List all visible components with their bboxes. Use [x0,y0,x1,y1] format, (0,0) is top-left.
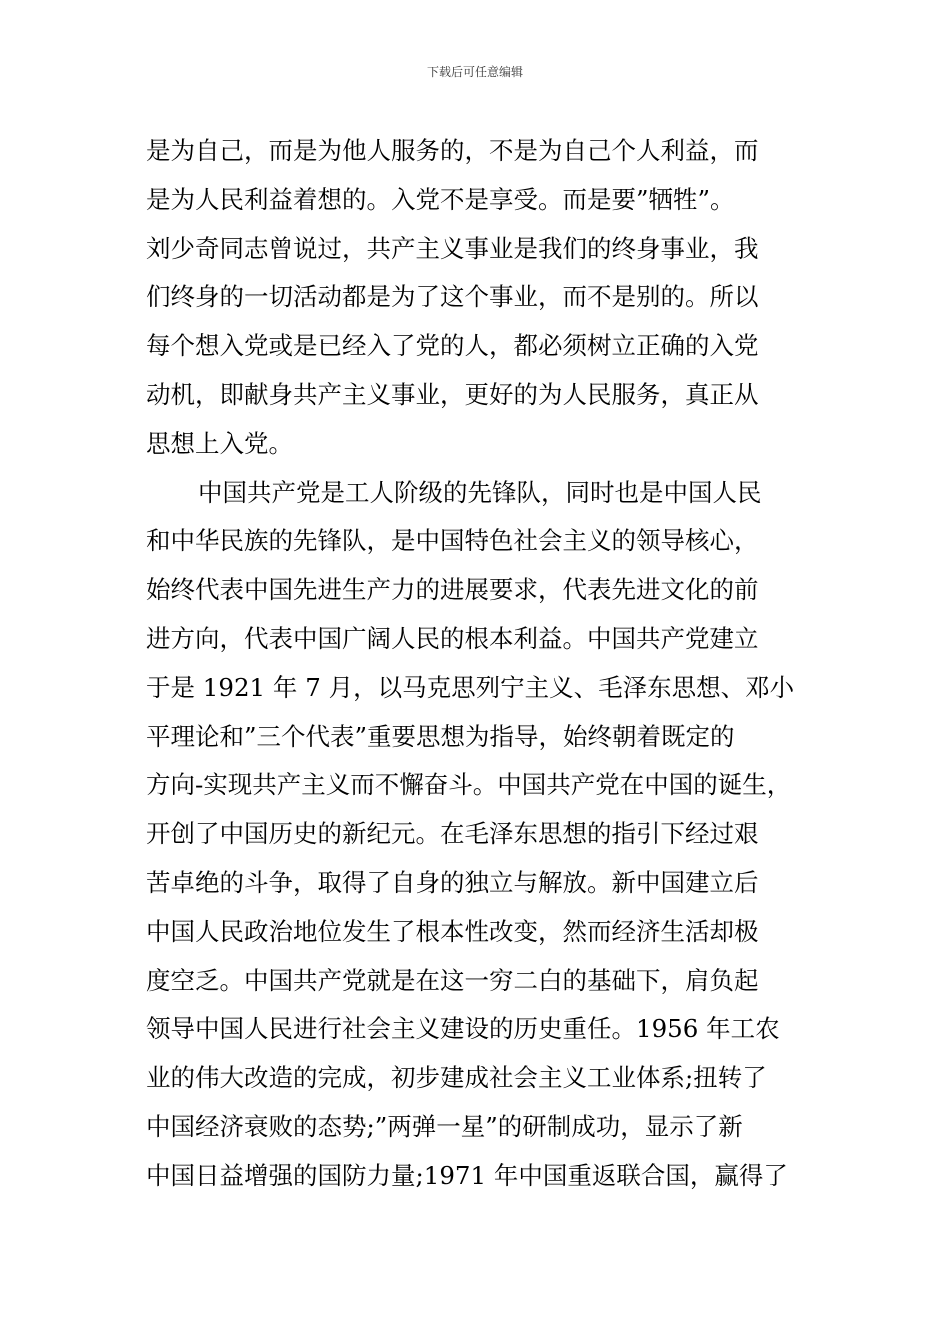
text-line: 领导中国人民进行社会主义建设的历史重任。1956 年工农 [146,1014,780,1044]
document-body [146,127,826,1201]
text-line: 平理论和”三个代表”重要思想为指导，始终朝着既定的 [146,721,735,751]
paragraph-2 [146,469,826,1201]
text-line: 和中华民族的先锋队，是中国特色社会主义的领导核心， [146,526,759,556]
text-line: 是为自己，而是为他人服务的，不是为自己个人利益，而 [146,136,759,165]
text-line: 刘少奇同志曾说过，共产主义事业是我们的终身事业，我 [146,233,759,263]
text-line: 开创了中国历史的新纪元。在毛泽东思想的指引下经过艰 [146,819,759,849]
text-line: 进方向，代表中国广阔人民的根本利益。中国共产党建立 [146,623,759,653]
text-line: 中国人民政治地位发生了根本性改变，然而经济生活却极 [146,916,759,946]
text-line: 中国日益增强的国防力量;1971 年中国重返联合国，赢得了 [146,1160,788,1190]
text-line: 始终代表中国先进生产力的进展要求，代表先进文化的前 [146,575,759,605]
text-line: 业的伟大改造的完成，初步建成社会主义工业体系;扭转了 [146,1063,767,1093]
text-line: 方向-实现共产主义而不懈奋斗。中国共产党在中国的诞生， [146,770,792,800]
page-header: 下载后可任意编辑 [426,65,523,79]
text-line: 每个想入党或是已经入了党的人，都必须树立正确的入党 [146,331,759,361]
text-line: 是为人民利益着想的。入党不是享受。而是要”牺牲”。 [146,184,735,214]
text-line: 动机，即献身共产主义事业，更好的为人民服务，真正从 [146,379,759,409]
text-line: 苦卓绝的斗争，取得了自身的独立与解放。新中国建立后 [146,867,759,897]
text-line: 度空乏。中国共产党就是在这一穷二白的基础下，肩负起 [146,965,759,995]
paragraph-1 [146,127,826,469]
text-line: 思想上入党。 [146,428,293,458]
text-line: 们终身的一切活动都是为了这个事业，而不是别的。所以 [146,282,759,312]
text-line-first-indent: 中国共产党是工人阶级的先锋队，同时也是中国人民 [198,477,762,507]
text-line: 于是 1921 年 7 月，以马克思列宁主义、毛泽东思想、邓小 [146,672,795,702]
text-line: 中国经济衰败的态势;”两弹一星”的研制成功，显示了新 [146,1111,743,1141]
